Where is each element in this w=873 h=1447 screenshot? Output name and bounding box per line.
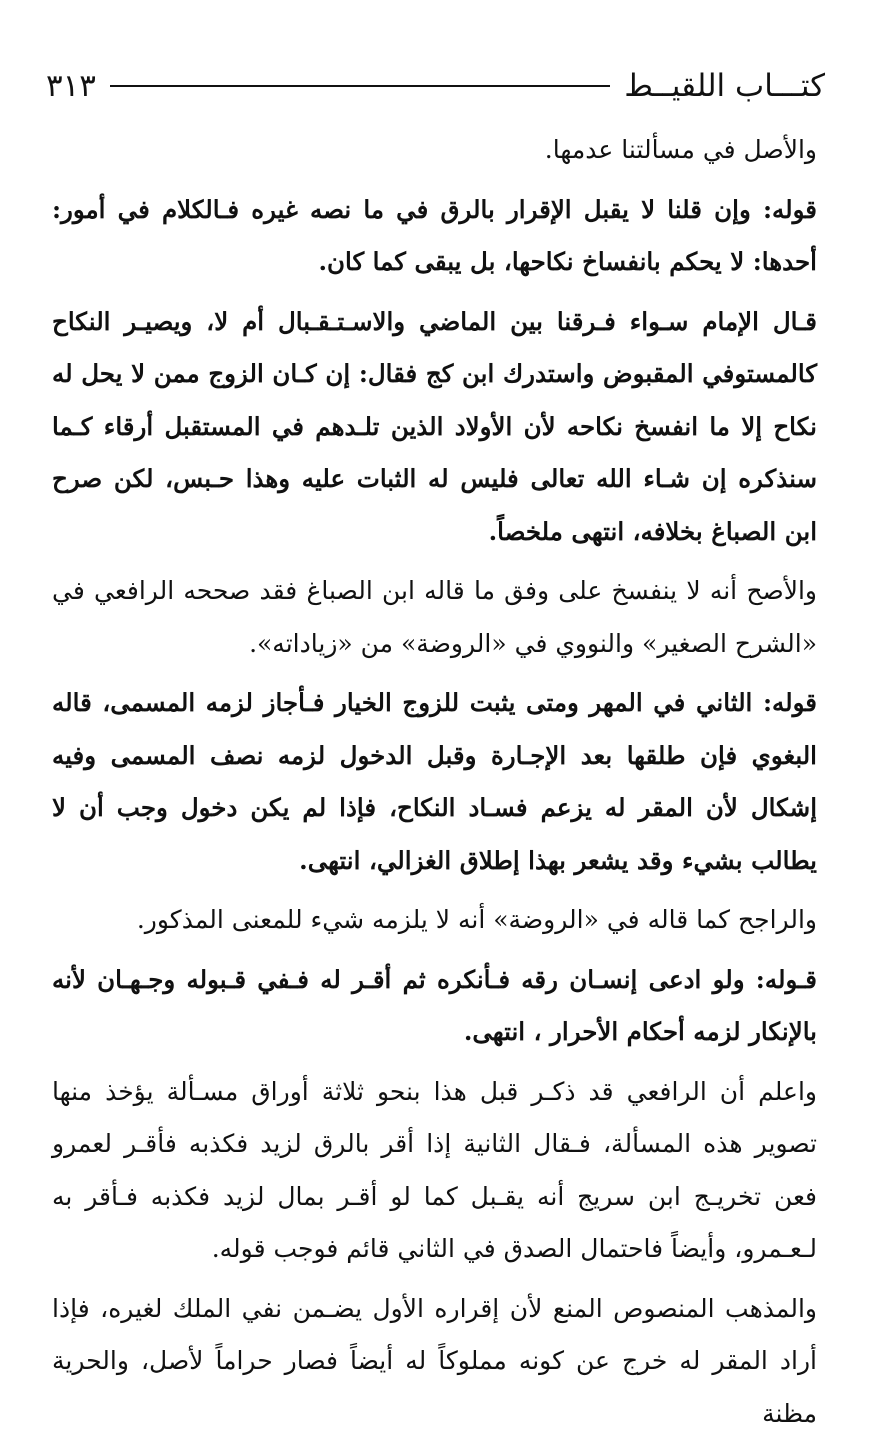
paragraph: والمذهب المنصوص المنع لأن إقراره الأول يضـمن نفي الملك لغيره، فإذا أراد المقر له خرج عن كونه مملوكاً له أيضاً فصار حراماً لأصل، والحرية مظنة <box>52 1293 817 1428</box>
paragraph: والأصح أنه لا ينفسخ على وفق ما قاله ابن الصباغ فقد صححه الرافعي في «الشرح الصغير» والنووي في «الروضة» من «زياداته». <box>52 576 817 658</box>
page-number: ٣١٣ <box>46 68 96 104</box>
running-header <box>46 62 825 110</box>
paragraph: قـال الإمام سـواء فـرقنا بين الماضي والاسـتـقـبال أم لا، ويصيـر النكاح كالمستوفي المقبوض واستدرك ابن كج فقال: إن كـان الزوج ممن لا يحل له نكاح إلا ما انفسخ نكاحه لأن الأولاد الذين تلـدهم في المستقبل أرقاء كـما سنذكره إن شـاء الله تعالى فليس له الثبات عليه وهذا حـبس، لكن صرح ابن الصباغ بخلافه، انتهى ملخصاً. <box>52 306 817 546</box>
paragraph: قـوله: ولو ادعى إنسـان رقه فـأنكره ثم أقـر له فـفي قـبوله وجـهـان لأنه بالإنكار لزمه أحكام الأحرار ، انتهى. <box>52 964 817 1046</box>
paragraph: والأصل في مسألتنا عدمها. <box>544 135 817 164</box>
book-title: كتـــاب اللقيــط <box>624 68 825 104</box>
paragraph: والراجح كما قاله في «الروضة» أنه لا يلزمه شيء للمعنى المذكور. <box>136 905 817 934</box>
page-body <box>52 124 817 1447</box>
header-rule <box>110 85 610 87</box>
paragraph: قوله: وإن قلنا لا يقبل الإقرار بالرق في ما نصه غيره فـالكلام في أمور: أحدها: لا يحكم بانفساخ نكاحها، بل يبقى كما كان. <box>52 194 817 276</box>
paragraph: واعلم أن الرافعي قد ذكـر قبل هذا بنحو ثلاثة أوراق مسـألة يؤخذ منها تصوير هذه المسألة، فـقال الثانية إذا أقر بالرق لزيد فكذبه فأقـر لعمرو فعن تخريـج ابن سريج أنه يقـبل كما لو أقـر بمال لزيد فكذبه فـأقر به لـعـمرو، وأيضاً فاحتمال الصدق في الثاني قائم فوجب قوله. <box>52 1076 817 1263</box>
paragraph: قوله: الثاني في المهر ومتى يثبت للزوج الخيار فـأجاز لزمه المسمى، قاله البغوي فإن طلقها بعد الإجـارة وقبل الدخول لزمه نصف المسمى وفيه إشكال لأن المقر له يزعم فسـاد النكاح، فإذا لم يكن دخول وجب أن لا يطالب بشيء وقد يشعر بهذا إطلاق الغزالي، انتهى. <box>52 688 817 875</box>
